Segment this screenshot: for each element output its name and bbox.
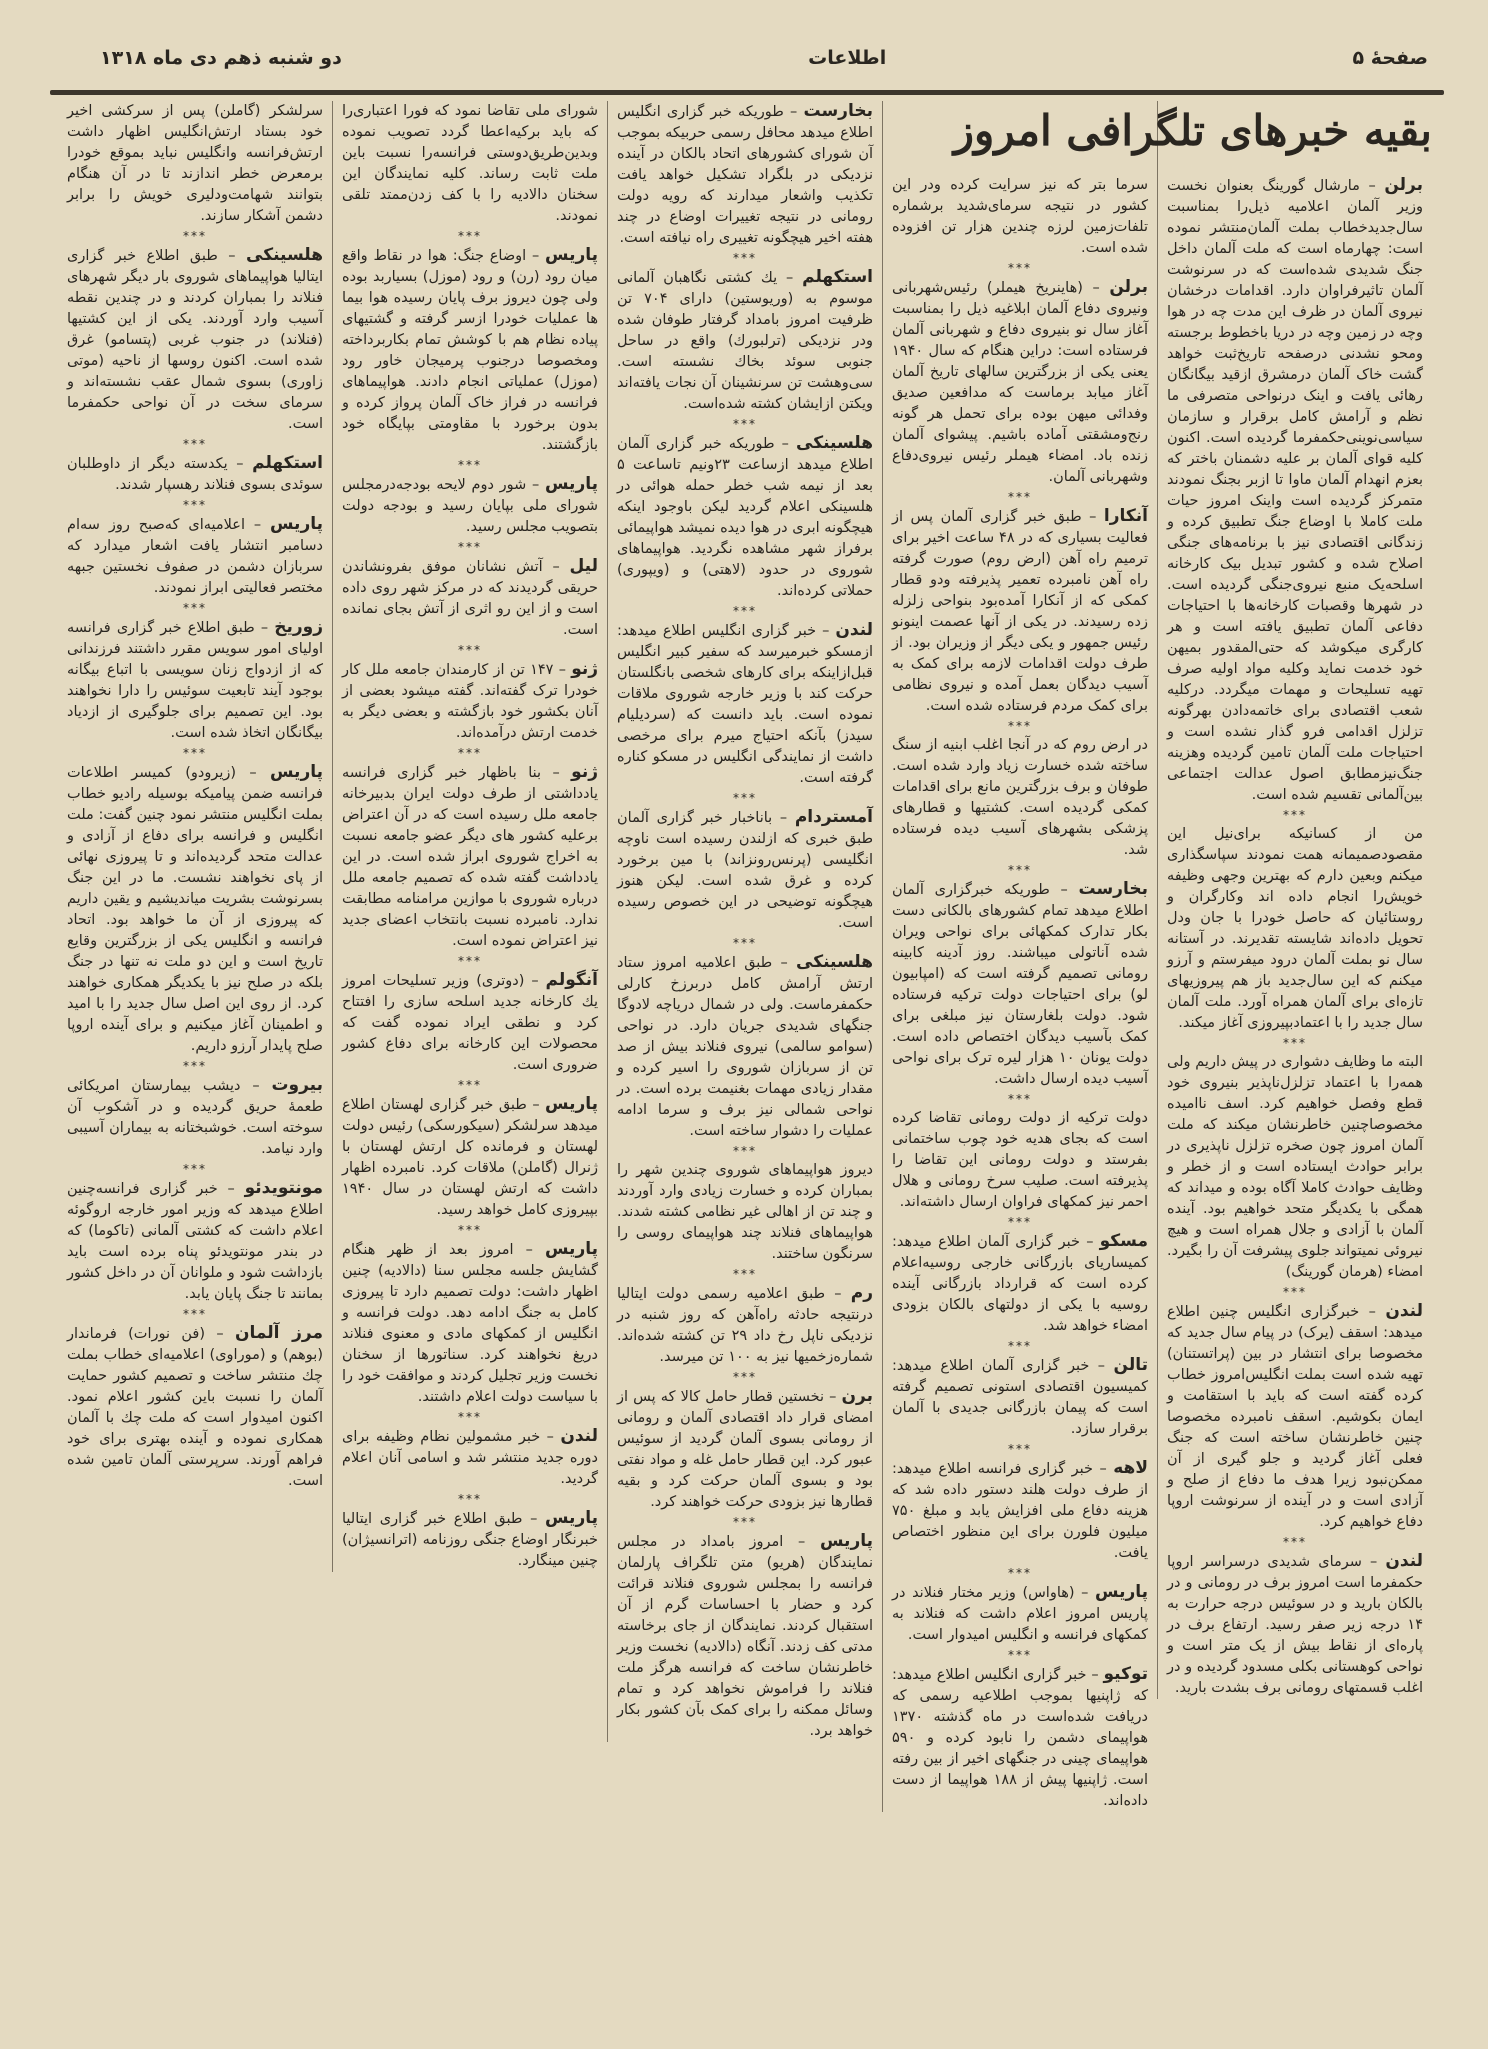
article-separator: *** bbox=[1008, 1648, 1032, 1662]
article-dateline: لندن bbox=[1385, 1301, 1423, 1321]
article-dateline: هلسینکی bbox=[246, 245, 324, 265]
article-dateline: لندن bbox=[560, 1426, 598, 1446]
article-body: ۱۴۷ تن از کارمندان جامعه ملل کار خودرا ترک گفته‌اند. گفته میشود بعضی از آنان بکشور خود بازگشته و بعضی دیگر به خدمت ارتش درآمده‌اند. bbox=[342, 662, 598, 741]
article-dateline: هلسینکی bbox=[796, 952, 873, 972]
page-header bbox=[100, 38, 1428, 78]
news-column bbox=[882, 101, 1157, 1812]
news-article: رم – طبق اعلامیه رسمی دولت ایتالیا درنتیجه حادثه راه‌آهن که روز شنبه در نزدیکی ناپل رخ داد ۲۹ تن کشته شده‌اند. شماره‌زخمیها نیز به ۱۰۰ تن میرسد. bbox=[617, 1283, 874, 1365]
news-article: برلن – مارشال گورینگ بعنوان نخست وزیر آلمان اعلامیه ذیل‌را بمناسبت سال‌جدیدخطاب بملت آلمان‌منتشر نموده است: چهارماه است که ملت آلمان داخل جنگ شدیدی شده‌است که در سرنوشت آلمان تاثیرفراوان دارد. اقدامات درخشان نیروی آلمان در ظرف این مدت چه در هوا وچه در زمین وچه در دریا باخطوط برجسته ومحو نشدنی درصفحه تاریخ‌ثبت خواهد گشت خاک آلمان درمشرق ازقید بیگانگان رهائی یافت و اینک درنواحی متصرفی ما نظم و آرامش کامل برقرار و سازمان سیاسی‌نوینی‌حکمفرما گردیده است. اکنون کلیه قوای آلمان بر علیه دشمنان باختر که بعزم انهدام آلمان ماوا تا ازبر بجنگ نمودند متمرکز گردیده است واینک امروز حیات ملت کاملا با اوضاع جنگ تطبیق کرده و زندگانی اقتصادی نیز با برنامه‌های جنگی اصلاح شده و کشور تبدیل بیک کارخانه اسلحه‌یک منبع نیروی‌جنگی گردیده است. در شهرها وقصبات کارخانه‌ها با احتیاجات دفاعی آلمان تطبیق یافته است و هر کارگری میکوشد که حتی‌المقدور بمیهن خود خدمت نماید وکلیه مواد اولیه صرف تهیه تسلیحات و مهمات میگردد. درکلیه شعب اقتصادی برای خاتمه‌دادن بهرگونه تزلزل اقدامی فرو گذار نشده است و احتیاجات ملت آلمان تامین گردیده وهزینه جنگ‌نیزمطابق اصول عدالت اجتماعی بین‌آلمانی تقسیم شده است. bbox=[1167, 175, 1423, 803]
article-separator: *** bbox=[733, 1144, 757, 1158]
article-separator: *** bbox=[458, 1492, 482, 1506]
article-body: طبق خبر گزاری لهستان اطلاع میدهد سرلشکر (سیکورسکی) رئیس دولت لهستان و فرمانده کل ارتش لهستان با ژنرال (گاملن) ملاقات کرد. نامبرده اظهار داشت که ارتش لهستان در سال ۱۹۴۰ بپیروزی کامل خواهد رسید. bbox=[342, 1097, 598, 1218]
article-body: باناخبار خبر گزاری آلمان طبق خبری که ازلندن رسیده است ناوچه انگلیسی (پرنس‌رونزاند) با مین برخورد کرده و غرق شده است. لیکن هنوز هیچگونه توضیحی در این خصوص رسیده است. bbox=[617, 810, 873, 931]
article-dateline: پاریس bbox=[1095, 1582, 1149, 1602]
article-dateline: پاریس bbox=[545, 1239, 598, 1259]
article-dateline: لندن bbox=[835, 620, 874, 640]
article-dateline: پاریس bbox=[545, 1508, 598, 1528]
article-separator: *** bbox=[1283, 808, 1307, 822]
news-article: پاریس – امروز بامداد در مجلس نمایندگان (هریو) متن تلگراف پارلمان فرانسه را بمجلس شوروی فنلاند قرائت کرد و حضار با احساسات گرم از آن استقبال کردند. نمایندگان از جای برخاسته مدتی کف زدند. آنگاه (دالادیه) نخست وزیر خاطرنشان ساخت که فرانسه هرگز ملت فنلاند را فراموش نخواهد کرد و تمام وسائل ممکنه را برای کمک بآن کشور بکار خواهد برد. bbox=[617, 1531, 873, 1739]
article-body: یکدسته دیگر از داوطلبان سوئدی بسوی فنلاند رهسپار شدند. bbox=[67, 456, 323, 493]
article-separator: *** bbox=[183, 601, 207, 615]
article-dateline: پاریس bbox=[545, 1094, 599, 1114]
section-title: بقیه خبرهای تلگرافی امروز bbox=[953, 106, 1432, 155]
article-separator: *** bbox=[733, 604, 757, 618]
article-dateline: ژنو bbox=[571, 659, 599, 679]
article-dateline: لندن bbox=[1385, 1551, 1424, 1571]
news-article: استکهلم – یك کشتی نگاهبان آلمانی موسوم به (وریوستین) دارای ۷۰۴ تن ظرفیت امروز بامداد گرفتار طوفان شده ودر نزدیکی (ترلبورك) واقع در ساحل جنوبی سوئد بخاك نشسته است. سی‌وهشت تن سرنشینان آن نجات یافته‌اند ویکتن ازایشان کشته شده‌است. bbox=[617, 267, 873, 412]
news-article: پاریس – اعلامیه‌ای که‌صبح روز سه‌ام دسامبر انتشار یافت اشعار میدارد که سربازان دشمن در صفوف نخستین جبهه مختصر فعالیتی ابراز نمودند. bbox=[67, 514, 323, 596]
article-body: خبر گزاری آلمان اطلاع میدهد: کمیسیون اقتصادی استونی تصمیم گرفته است که پیمان بازرگانی جدیدی با آلمان برقرار سازد. bbox=[892, 1358, 1148, 1437]
article-body: خبرگزاری انگلیس چنین اطلاع میدهد: اسقف (یرک) در پیام سال جدید که مخصوصا برای انتشار در بین (پراتستنان) تهیه شده است بملت انگلیس‌امروز خطاب کرده گفته است که باید با استقامت و ایمان بکوشیم. اسقف نامبرده مخصوصا چنین خاطرنشان ساخته است که جنگ فعلی آغاز گردید و جلو گیری از آن ممکن‌نبود زیرا هدف ما دفاع از صلح و آزادی است و در آینده از سرنوشت اروپا دفاع خواهیم کرد. bbox=[1167, 1304, 1423, 1530]
page-number: صفحهٔ ۵ bbox=[1352, 47, 1428, 69]
article-body: بنا باظهار خبر گزاری فرانسه یادداشتی از طرف دولت ایران بدبیرخانه جامعه ملل رسیده است که در آن اعتراض برعلیه کشور های دیگر عضو جامعه نسبت به اخراج شوروی ابراز شده است. در این یادداشت گفته شده که تصمیم جامعه ملل درباره شوروی با موازین مرامنامه مطابقت ندارد. نامبرده نسبت بانتخاب اعضای جدید نیز اعتراض نموده است. bbox=[342, 765, 598, 949]
article-body: آتش نشانان موفق بفرونشاندن حریقی گردیدند که در مرکز شهر روی داده است و از این رو اثری از آتش بجای نمانده است. bbox=[342, 559, 598, 638]
issue-date: دو شنبه ذهم دی ماه ۱۳۱۸ bbox=[100, 47, 342, 69]
news-article bbox=[892, 175, 1148, 259]
news-article: تالن – خبر گزاری آلمان اطلاع میدهد: کمیسیون اقتصادی استونی تصمیم گرفته است که پیمان بازرگانی جدیدی با آلمان برقرار سازد. bbox=[892, 1355, 1148, 1437]
article-body: طبق اطلاع خبر گزاری فرانسه اولیای امور سویس مقرر داشتند فرزندانی که از ازدواج زنان سویسی با اتباع بیگانه بوجود آیند تابعیت سوئیس را دارا نخواهند بود. این تصمیم برای جلوگیری از ازدیاد بیگانگان اتخاذ شده است. bbox=[67, 620, 323, 741]
article-separator: *** bbox=[183, 437, 207, 451]
article-separator: *** bbox=[733, 1267, 757, 1281]
article-separator: *** bbox=[458, 540, 482, 554]
article-separator: *** bbox=[733, 791, 757, 805]
news-article: استکهلم – یکدسته دیگر از داوطلبان سوئدی بسوی فنلاند رهسپار شدند. bbox=[67, 453, 323, 493]
article-body: طوریکه خبر گزاری انگلیس اطلاع میدهد محافل رسمی حربیکه بموجب آن شورای کشورهای اتحاد بالکان در آینده نزدیکی در بلگراد تشکیل خواهد یافت تکذیب واشعار میدارند که رویه دولت رومانی در نتیجه تغییرات اوضاع در چند هفته اخیر هیچگونه تغییری راه نیافته است. bbox=[617, 104, 873, 246]
news-article: آنگولم – (دوتری) وزیر تسلیحات امروز یك کارخانه جدید اسلحه سازی را افتتاح کرد و نطقی ایراد نموده گفت که محصولات این کارخانه برای دفاع کشور ضروری است. bbox=[342, 970, 598, 1073]
article-dateline: بخارست bbox=[1078, 879, 1148, 899]
news-article: لندن – سرمای شدیدی درسراسر اروپا حکمفرما است امروز برف در رومانی و در بالکان بارید و در سوئیس درجه حرارت به ۱۴ درجه زیر صفر رسید. ارتفاع برف در پاره‌ای از نقاط بیش از یک متر است و نواحی کوهستانی بکلی مسدود گردیده و در اغلب قسمتهای رومانی برف بشدت بارید. bbox=[1167, 1551, 1424, 1696]
news-column bbox=[607, 101, 882, 1742]
news-article: بیروت – دیشب بیمارستان امریکائی طعمهٔ حریق گردیده و در آشکوب آن سوخته است. خوشبختانه به بیماران آسیبی وارد نیامد. bbox=[67, 1075, 323, 1157]
news-article: زوریخ – طبق اطلاع خبر گزاری فرانسه اولیای امور سویس مقرر داشتند فرزندانی که از ازدواج زنان سویسی با اتباع بیگانه بوجود آیند تابعیت سوئیس را دارا نخواهند بود. این تصمیم برای جلوگیری از ازدیاد بیگانگان اتخاذ شده است. bbox=[67, 617, 323, 741]
article-dateline: تالن bbox=[1113, 1355, 1148, 1375]
article-dateline: توکیو bbox=[1103, 1664, 1149, 1684]
news-article: لندن – خبر مشمولین نظام وظیفه برای دوره جدید منتشر شد و اسامی آنان اعلام گردید. bbox=[342, 1426, 598, 1487]
news-article: پاریس – امروز بعد از ظهر هنگام گشایش جلسه مجلس سنا (دالادیه) چنین اظهار داشت: دولت تصمیم دارد تا پیروزی کامل به جنگ ادامه دهد. دولت فرانسه و انگلیس از کمکهای مادی و معنوی فنلاند دریغ نخواهند کرد. سناتورها از سخنان نخست وزیر تجلیل کردند و موافقت خود را با سیاست دولت اعلام داشتند. bbox=[342, 1239, 598, 1405]
news-article bbox=[892, 1108, 1148, 1213]
article-dateline: پاریس bbox=[270, 762, 323, 782]
article-body: امروز بامداد در مجلس نمایندگان (هریو) متن تلگراف پارلمان فرانسه را بمجلس شوروی فنلاند قرائت کرد و حضار با احساسات گرم از آن استقبال کردند. نمایندگان از جای برخاسته مدتی کف زدند. آنگاه (دالادیه) نخست وزیر خاطرنشان ساخت که فرانسه هرگز ملت فنلاند را فراموش نخواهد کرد و تمام وسائل ممکنه را برای کمک بآن کشور بکار خواهد برد. bbox=[617, 1534, 873, 1739]
article-body: سرما بتر که نیز سرایت کرده ودر این کشور در نتیجه سرمای‌شدید برشماره تلفات‌زمین لرزه چندین هزار تن افزوده شده است. bbox=[892, 177, 1148, 256]
news-article bbox=[617, 1160, 873, 1265]
newspaper-name: اطلاعات bbox=[808, 47, 887, 69]
article-body: طبق خبر گزاری آلمان پس از فعالیت بسیاری که در ۴۸ ساعت اخیر برای ترمیم راه آهن (ارض روم) صورت گرفته راه آهن نامبرده تعمیر پذیرفته ودو قطار کمکی که از آنکارا آمده‌بود بنواحی زلزله زده رسیدند. در یکی از آنها عصمت اینونو رئیس جمهور و یکی دیگر از وزیران بود. از طرف دولت اقدامات لازمه برای کمک به آسیب دیدگان بعمل آمده و نیروی نظامی برای کمک مردم فرستاده شده است. bbox=[892, 509, 1148, 714]
news-columns bbox=[58, 101, 1432, 1812]
news-article: مونتویدئو – خبر گزاری فرانسه‌چنین اطلاع میدهد که وزیر امور خارجه اروگوئه اعلام داشت که کشتی آلمانی (تاکوما) که در بندر مونتویدئو پناه برده است باید بازداشت شود و ملوانان آن در داخل کشور بمانند تا جنگ پایان یابد. bbox=[67, 1178, 323, 1302]
article-separator: *** bbox=[458, 746, 482, 760]
news-article: آمستردام – باناخبار خبر گزاری آلمان طبق خبری که ازلندن رسیده است ناوچه انگلیسی (پرنس‌رونزاند) با مین برخورد کرده و غرق شده است. لیکن هنوز هیچگونه توضیحی در این خصوص رسیده است. bbox=[617, 807, 874, 931]
article-dateline: هلسینکی bbox=[796, 433, 873, 453]
article-body: اعلامیه‌ای که‌صبح روز سه‌ام دسامبر انتشار یافت اشعار میدارد که سربازان دشمن در صفوف نخستین جبهه مختصر فعالیتی ابراز نمودند. bbox=[67, 517, 323, 596]
article-separator: *** bbox=[458, 458, 482, 472]
article-body: در ارض روم که در آنجا اغلب ابنیه از سنگ ساخته شده خسارت زیاد وارد شده است. طوفان و برف بزرگترین مانع برای اقدامات کمکی گردیده است. کشتیها و قطارهای پزشکی بشهرهای آسیب دیده فرستاده شد. bbox=[892, 737, 1148, 858]
article-separator: *** bbox=[1008, 863, 1032, 877]
article-body: سرمای شدیدی درسراسر اروپا حکمفرما است امروز برف در رومانی و در بالکان بارید و در سوئیس درجه حرارت به ۱۴ درجه زیر صفر رسید. ارتفاع برف در پاره‌ای از نقاط بیش از یک متر است و نواحی کوهستانی بکلی مسدود گردیده و در اغلب قسمتهای رومانی برف بشدت بارید. bbox=[1167, 1554, 1423, 1696]
news-article: ژنو – ۱۴۷ تن از کارمندان جامعه ملل کار خودرا ترک گفته‌اند. گفته میشود بعضی از آنان بکشور خود بازگشته و بعضی دیگر به خدمت ارتش درآمده‌اند. bbox=[342, 659, 599, 741]
article-separator: *** bbox=[1008, 1442, 1032, 1456]
article-dateline: لاهه bbox=[1113, 1458, 1148, 1478]
article-dateline: بیروت bbox=[271, 1075, 323, 1095]
article-body: خبر گزاری فرانسه‌چنین اطلاع میدهد که وزیر امور خارجه اروگوئه اعلام داشت که کشتی آلمانی (تاکوما) که در بندر مونتویدئو پناه برده است باید بازداشت شود و ملوانان آن در داخل کشور بمانند تا جنگ پایان یابد. bbox=[67, 1181, 323, 1302]
article-separator: *** bbox=[733, 936, 757, 950]
article-body: (فن نورات) فرماندار (بوهم) و (موراوی) اعلامیه‌ای خطاب بملت چك منتشر ساخت و تصمیم کشور حمایت آلمان را نسبت باین کشور اعلام نمود. اکنون امیدوار است که ملت چك با آلمان همکاری نموده و آینده بهتری برای خود فراهم آورند. سرپرستی آلمان تامین شده است. bbox=[67, 1326, 323, 1489]
article-separator: *** bbox=[733, 417, 757, 431]
news-article: پاریس – (هاواس) وزیر مختار فنلاند در پاریس امروز اعلام داشت که فنلاند به کمکهای فرانسه و انگلیس امیدوار است. bbox=[892, 1582, 1149, 1643]
article-separator: *** bbox=[183, 1307, 207, 1321]
article-body: طبق اعلامیه امروز ستاد ارتش آرامش کامل دربرزخ کارلی حکمفرماست. ولی در شمال دریاچه لادوگا جنگهای شدیدی جریان دارد. در نواحی (سوامو سالمی) نیروی فنلاند بیش از صد تن از سربازان شوروی را اسیر کرده و مقدار زیادی مهمات بغنیمت برده است. در نواحی شمالی نیز برف و سرما ادامه عملیات را دشوار ساخته است. bbox=[617, 955, 873, 1139]
article-dateline: برلن bbox=[1384, 175, 1423, 195]
article-separator: *** bbox=[1008, 1092, 1032, 1106]
article-separator: *** bbox=[458, 954, 482, 968]
news-article: برلن – (هاینریخ هیملر) رئیس‌شهربانی ونیروی دفاع آلمان ابلاغیه ذیل را بمناسبت آغاز سال نو بنیروی دفاع و شهربانی آلمان فرستاده است: دراین هنگام که سال ۱۹۴۰ یعنی یکی از بزرگترین سالهای تاریخ آلمان آغاز میابد برماست که مدافعین صدیق وفدائی میهن بوده برای تحمل هر گونه رنج‌ومشقتی آماده باشیم. پیشوای آلمان زنده باد. امضاء هیملر رئیس نیروی‌دفاع وشهربانی آلمان. bbox=[892, 277, 1148, 485]
news-article: بخارست – طوریکه خبرگزاری آلمان اطلاع میدهد تمام کشورهای بالکانی دست بکار تدارک کمکهائی برای نواحی ویران شده آناتولی میباشند. روز آدینه کابینه رومانی تصمیم گرفته است که (امپابیون لو) برای‌ احتیاجات دولت ترکیه فرستاده شود. دولت بلغارستان نیز مبلغی برای کمک بآسیب دیدگان اختصاص داده است. دولت یونان ۱۰ هزار لیره ترک برای نواحی آسیب دیده ارسال داشت. bbox=[892, 879, 1148, 1087]
article-body: (هاواس) وزیر مختار فنلاند در پاریس امروز اعلام داشت که فنلاند به کمکهای فرانسه و انگلیس امیدوار است. bbox=[892, 1585, 1148, 1643]
article-body: (دوتری) وزیر تسلیحات امروز یك کارخانه جدید اسلحه سازی را افتتاح کرد و نطقی ایراد نموده گفت که محصولات این کارخانه برای دفاع کشور ضروری است. bbox=[342, 973, 598, 1073]
article-body: طوریکه خبرگزاری آلمان اطلاع میدهد تمام کشورهای بالکانی دست بکار تدارک کمکهائی برای نواحی ویران شده آناتولی میباشند. روز آدینه کابینه رومانی تصمیم گرفته است که (امپابیون لو) برای‌ احتیاجات دولت ترکیه فرستاده شود. دولت بلغارستان نیز مبلغی برای کمک بآسیب دیدگان اختصاص داده است. دولت یونان ۱۰ هزار لیره ترک برای نواحی آسیب دیده ارسال داشت. bbox=[892, 882, 1148, 1087]
news-article: پاریس – طبق خبر گزاری لهستان اطلاع میدهد سرلشکر (سیکورسکی) رئیس دولت لهستان و فرمانده کل ارتش لهستان با ژنرال (گاملن) ملاقات کرد. نامبرده اظهار داشت که ارتش لهستان در سال ۱۹۴۰ بپیروزی کامل خواهد رسید. bbox=[342, 1094, 599, 1218]
news-article bbox=[1167, 1052, 1423, 1283]
news-article bbox=[67, 101, 323, 227]
article-dateline: لیل bbox=[569, 556, 598, 576]
article-body: طوریکه خبر گزاری آلمان اطلاع میدهد ازساعت ۲۳ونیم تاساعت ۵ بعد از نیمه شب خطر حمله هوائی در هلسینکی اعلام گردید لیکن باوجود اینکه هیچگونه ابری در هوا دیده نمیشد هواپیمائی برفراز شهر مشاهده نگردید. هواپیماهای شوروی در حدود (لاهتی) و (ویپوری) حملاتی کرده‌اند. bbox=[617, 436, 873, 599]
news-article: هلسینکی – طبق اعلامیه امروز ستاد ارتش آرامش کامل دربرزخ کارلی حکمفرماست. ولی در شمال دریاچه لادوگا جنگهای شدیدی جریان دارد. در نواحی (سوامو سالمی) نیروی فنلاند بیش از صد تن از سربازان شوروی را اسیر کرده و مقدار زیادی مهمات بغنیمت برده است. در نواحی شمالی نیز برف و سرما ادامه عملیات را دشوار ساخته است. bbox=[617, 952, 873, 1139]
article-body: مارشال گورینگ بعنوان نخست وزیر آلمان اعلامیه ذیل‌را بمناسبت سال‌جدیدخطاب بملت آلمان‌منتشر نموده است: چهارماه است که ملت آلمان داخل جنگ شدیدی شده‌است که در سرنوشت آلمان تاثیرفراوان دارد. اقدامات درخشان نیروی آلمان در ظرف این مدت چه در هوا وچه در زمین وچه در دریا باخطوط برجسته ومحو نشدنی درصفحه تاریخ‌ثبت خواهد گشت خاک آلمان درمشرق ازقید بیگانگان رهائی یافت و اینک درنواحی متصرفی ما نظم و آرامش کامل برقرار و سازمان سیاسی‌نوینی‌حکمفرما گردیده است. اکنون کلیه قوای آلمان بر علیه دشمنان باختر که بعزم انهدام آلمان ماوا تا ازبر بجنگ نمودند متمرکز گردیده است واینک امروز حیات ملت کاملا با اوضاع جنگ تطبیق کرده و زندگانی اقتصادی نیز با برنامه‌های جنگی اصلاح شده و کشور تبدیل بیک کارخانه اسلحه‌یک منبع نیروی‌جنگی گردیده است. در شهرها وقصبات کارخانه‌ها با احتیاجات دفاعی آلمان تطبیق یافته است و هر کارگری میکوشد که حتی‌المقدور بمیهن خود خدمت نماید وکلیه مواد اولیه صرف تهیه تسلیحات و مهمات میگردد. درکلیه شعب اقتصادی برای خاتمه‌دادن بهرگونه تزلزل اقدامی فرو گذار نشده است و احتیاجات ملت آلمان تامین گردیده وهزینه جنگ‌نیزمطابق اصول عدالت اجتماعی بین‌آلمانی تقسیم شده است. bbox=[1167, 178, 1423, 803]
article-body: البته ما وظایف دشواری در پیش داریم ولی همه‌را با اعتماد تزلزل‌ناپذیر بنیروی خود قطع وفصل خواهیم کرد. اسف ناامیده مخصوصاچنین خاطرنشان میکند که ملت آلمان امروز چون صخره تزلزل ناپذیری در برابر حوادث ایستاده است و از خطر و وظایف حوادث کاملا آگاه بوده و میداند که همگی با یکدیگر متحد خواهیم بود. آینده آلمان با آزادی و جلال همراه است و هیچ نیروئی نمیتواند جلوی پیشرفت آن را بگیرد. امضاء (هرمان گورینگ) bbox=[1167, 1054, 1423, 1280]
article-body: من از کسانیکه برای‌نیل این مقصودصمیمانه همت نمودند سپاسگذاری میکنم وبعین دارم که بهترین وجهی وظیفه خویش‌را انجام داده اند وکارگران و روستائیان که حاصل خودرا با جان ودل تحویل داده‌اند شایسته تقدیرند. در آستانه سال نو بملت آلمان درود میفرستم و آرزو میکنم که این سال‌جدید باز هم پیروزیهای تازه‌ای برای آلمان همراه آورد. ملت آلمان سال جدید را با اعتمادبپیروزی آغاز میکند. bbox=[1167, 826, 1423, 1031]
article-dateline: پاریس bbox=[545, 474, 598, 494]
article-dateline: مسکو bbox=[1099, 1231, 1148, 1251]
news-article: پاریس – اوضاع جنگ: هوا در نقاط واقع میان رود (رن) و رود (موزل) بسیاربد بوده ولی چون دیروز برف پایان رسیده هوا بیما ها عملیات خودرا ازسر گرفته و گشتیهای پیاده نظام هم با کوشش تمام بکاربرداخته ومخصوصا درجنوب پرمیجان خاور رود (موزل) عملیاتی انجام دادند. هواپیماهای فرانسه در فراز خاک آلمان پرواز کرده و بدون برخورد با مقاومتی بپایگاه خود بازگشتند. bbox=[342, 245, 599, 453]
news-article: بخارست – طوریکه خبر گزاری انگلیس اطلاع میدهد محافل رسمی حربیکه بموجب آن شورای کشورهای اتحاد بالکان در آینده نزدیکی در بلگراد تشکیل خواهد یافت تکذیب واشعار میدارند که رویه دولت رومانی در نتیجه تغییرات اوضاع در چند هفته اخیر هیچگونه تغییری راه نیافته است. bbox=[617, 101, 873, 246]
news-article bbox=[342, 101, 598, 227]
news-article: آنکارا – طبق خبر گزاری آلمان پس از فعالیت بسیاری که در ۴۸ ساعت اخیر برای ترمیم راه آهن (ارض روم) صورت گرفته راه آهن نامبرده تعمیر پذیرفته ودو قطار کمکی که از آنکارا آمده‌بود بنواحی زلزله زده رسیدند. در یکی از آنها عصمت اینونو رئیس جمهور و یکی دیگر از وزیران بود. از طرف دولت اقدامات لازمه برای کمک به آسیب دیدگان بعمل آمده و نیروی نظامی برای کمک مردم فرستاده شده است. bbox=[892, 506, 1148, 714]
news-article: لاهه – خبر گزاری فرانسه اطلاع میدهد: از طرف دولت هلند دستور داده شد که هزینه دفاع ملی افزایش یابد و مبلغ ۷۵۰ میلیون فلورن برای این منظور اختصاص یافت. bbox=[892, 1458, 1148, 1561]
article-separator: *** bbox=[458, 229, 482, 243]
article-separator: *** bbox=[1283, 1285, 1307, 1299]
article-body: دیشب بیمارستان امریکائی طعمهٔ حریق گردیده و در آشکوب آن سوخته است. خوشبختانه به بیماران آسیبی وارد نیامد. bbox=[67, 1078, 323, 1157]
article-body: دیروز هواپیماهای شوروی چندین شهر را بمباران کرده و خسارت زیادی وارد آوردند و چند تن از اهالی غیر نظامی کشته شدند. هواپیماهای فنلاند چند هواپیمای روسی را سرنگون ساختند. bbox=[617, 1162, 873, 1262]
article-separator: *** bbox=[1008, 1215, 1032, 1229]
article-body: (هاینریخ هیملر) رئیس‌شهربانی ونیروی دفاع آلمان ابلاغیه ذیل را بمناسبت آغاز سال نو بنیروی دفاع و شهربانی آلمان فرستاده است: دراین هنگام که سال ۱۹۴۰ یعنی یکی از بزرگترین سالهای تاریخ آلمان آغاز میابد برماست که مدافعین صدیق وفدائی میهن بوده برای تحمل هر گونه رنج‌ومشقتی آماده باشیم. پیشوای آلمان زنده باد. امضاء هیملر رئیس نیروی‌دفاع وشهربانی آلمان. bbox=[892, 280, 1148, 485]
article-dateline: آنگولم bbox=[545, 970, 598, 990]
article-body: دولت ترکیه از دولت رومانی تقاضا کرده است که بجای هدیه خود چوب ساختمانی بفرستد و دولت رومانی این تقاضا را پذیرفته است. صلیب سرخ رومانی و هلال احمر نیز کمکهای فراوان ارسال داشته‌اند. bbox=[892, 1110, 1148, 1210]
article-body: شورای ملی تقاضا نمود که فورا اعتباری‌را که باید برکیه‌اعطا گردد تصویب نموده وبدین‌طریق‌دوستی فرانسه‌را نسبت باین ملت ثابت رساند. کلیه نمایندگان این سخنان دالادیه را با کف زدن‌ممتد تلقی نمودند. bbox=[342, 103, 598, 224]
article-separator: *** bbox=[1008, 1566, 1032, 1580]
article-separator: *** bbox=[1283, 1036, 1307, 1050]
article-dateline: آمستردام bbox=[794, 807, 874, 827]
news-article: برن – نخستین قطار حامل کالا که پس از امضای قرار داد اقتصادی آلمان و رومانی از رومانی بسوی آلمان گردید از سوئیس عبور کرد. این قطار حامل غله و مواد نفتی بود و بسوی آلمان حرکت کرد و بقیه قطارها نیز بزودی حرکت خواهند کرد. bbox=[617, 1386, 873, 1510]
article-body: خبر گزاری انگلیس اطلاع میدهد: ازمسکو خبرمیرسد که سفیر کبیر انگلیس قبل‌ازاینکه برای کارهای شخصی بانگلستان حرکت کند با وزیر خارجه شوروی ملاقات نموده است. باید دانست که (سردیلیام سیدز) بآنکه احتیاج میرم برای مرخصی داشت از نمایندگی انگلیس در مسکو کناره گرفته است. bbox=[617, 623, 873, 786]
article-dateline: مونتویدئو bbox=[244, 1178, 323, 1198]
article-separator: *** bbox=[1008, 719, 1032, 733]
article-body: طبق اطلاع خبر گزاری ایتالیا هواپیماهای شوروی بار دیگر شهرهای فنلاند را بمباران کردند و در چندین نقطه آسیب وارد آوردند. یکی از این کشتیها (فنلاند) در جنوب غربی (پتسامو) غرق شده است. اکنون روسها از ناحیه (موتی زاوری) بسوی شمال عقب نشسته‌اند و سرمای سخت در آن نواحی حکمفرما است. bbox=[67, 248, 323, 432]
article-body: خبر گزاری فرانسه اطلاع میدهد: از طرف دولت هلند دستور داده شد که هزینه دفاع ملی افزایش یابد و مبلغ ۷۵۰ میلیون فلورن برای این منظور اختصاص یافت. bbox=[892, 1461, 1148, 1561]
news-article: لندن – خبرگزاری انگلیس چنین اطلاع میدهد: اسقف (یرک) در پیام سال جدید که مخصوصا برای انتشار در بین (پراتستنان) تهیه شده است بملت انگلیس‌امروز خطاب کرده گفته است که باید با استقامت و ایمان بکوشیم. اسقف نامبرده مخصوصا چنین خاطرنشان ساخته است که جنگ فعلی آغاز گردید و جلو گیری از آن ممکن‌نبود زیرا هدف ما دفاع از صلح و آزادی است و در آینده از سرنوشت اروپا دفاع خواهیم کرد. bbox=[1167, 1301, 1423, 1530]
article-separator: *** bbox=[183, 1059, 207, 1073]
news-article: مسکو – خبر گزاری آلمان اطلاع میدهد: کمیساریای بازرگانی خارجی روسیه‌اعلام کرده است که قرارداد بازرگانی آینده روسیه با یکی از دولتهای بالکان بزودی امضاء خواهد شد. bbox=[892, 1231, 1148, 1334]
news-article: پاریس – شور دوم لایحه بودجه‌درمجلس شورای ملی بپایان رسید و بودجه دولت بتصویب مجلس رسید. bbox=[342, 474, 598, 535]
article-dateline: آنکارا bbox=[1103, 506, 1148, 526]
header-rule bbox=[50, 90, 1444, 95]
article-separator: *** bbox=[183, 746, 207, 760]
article-body: اوضاع جنگ: هوا در نقاط واقع میان رود (رن) و رود (موزل) بسیاربد بوده ولی چون دیروز برف پایان رسیده هوا بیما ها عملیات خودرا ازسر گرفته و گشتیهای پیاده نظام هم با کوشش تمام بکاربرداخته ومخصوصا درجنوب پرمیجان خاور رود (موزل) عملیاتی انجام دادند. هواپیماهای فرانسه در فراز خاک آلمان پرواز کرده و بدون برخورد با مقاومتی بپایگاه خود بازگشتند. bbox=[342, 248, 598, 453]
news-article: توکیو – خبر گزاری انگلیس اطلاع میدهد: که ژاپنیها بموجب اطلاعیه رسمی که دریافت شده‌است در ماه گذشته ۱۳۷۰ هواپیمای دشمن را نابود کرده و ۵۹۰ هواپیمای چینی در جنگهای اخیر از بین رفته است. ژاپنیها پیش از ۱۸۸ هواپیما از دست داده‌اند. bbox=[892, 1664, 1149, 1809]
article-body: سرلشکر (گاملن) پس از سرکشی اخیر خود بستاد ارتش‌انگلیس اظهار داشت ارتش‌فرانسه وانگلیس نباید بموقع خودرا برمعرض خطر اندازند تا در آن هنگام بتوانند شهامت‌ودلیری خویش را برابر دشمن آشکار سازند. bbox=[67, 103, 323, 224]
article-body: خبر گزاری آلمان اطلاع میدهد: کمیساریای بازرگانی خارجی روسیه‌اعلام کرده است که قرارداد بازرگانی آینده روسیه با یکی از دولتهای بالکان بزودی امضاء خواهد شد. bbox=[892, 1234, 1148, 1334]
article-body: شور دوم لایحه بودجه‌درمجلس شورای ملی بپایان رسید و بودجه دولت بتصویب مجلس رسید. bbox=[342, 477, 598, 535]
article-body: طبق اعلامیه رسمی دولت ایتالیا درنتیجه حادثه راه‌آهن که روز شنبه در نزدیکی ناپل رخ داد ۲۹ تن کشته شده‌اند. شماره‌زخمیها نیز به ۱۰۰ تن میرسد. bbox=[617, 1286, 874, 1365]
article-dateline: پاریس bbox=[545, 245, 599, 265]
article-dateline: برن bbox=[841, 1386, 873, 1406]
news-article: هلسینکی – طوریکه خبر گزاری آلمان اطلاع میدهد ازساعت ۲۳ونیم تاساعت ۵ بعد از نیمه شب خطر حمله هوائی در هلسینکی اعلام گردید لیکن باوجود اینکه هیچگونه ابری در هوا دیده نمیشد هواپیمائی برفراز شهر مشاهده نگردید. هواپیماهای شوروی در حدود (لاهتی) و (ویپوری) حملاتی کرده‌اند. bbox=[617, 433, 873, 599]
news-article: لندن – خبر گزاری انگلیس اطلاع میدهد: ازمسکو خبرمیرسد که سفیر کبیر انگلیس قبل‌ازاینکه برای کارهای شخصی بانگلستان حرکت کند با وزیر خارجه شوروی ملاقات نموده است. باید دانست که (سردیلیام سیدز) بآنکه احتیاج میرم برای مرخصی داشت از نمایندگی انگلیس در مسکو کناره گرفته است. bbox=[617, 620, 874, 786]
news-article: پاریس – طبق اطلاع خبر گزاری ایتالیا خبرنگار اوضاع جنگی روزنامه (اترانسیژان) چنین مینگارد. bbox=[342, 1508, 598, 1569]
article-separator: *** bbox=[1008, 1339, 1032, 1353]
article-dateline: پاریس bbox=[820, 1531, 873, 1551]
article-body: نخستین قطار حامل کالا که پس از امضای قرار داد اقتصادی آلمان و رومانی از رومانی بسوی آلمان گردید از سوئیس عبور کرد. این قطار حامل غله و مواد نفتی بود و بسوی آلمان حرکت کرد و بقیه قطارها نیز بزودی حرکت خواهند کرد. bbox=[617, 1389, 873, 1510]
article-body: امروز بعد از ظهر هنگام گشایش جلسه مجلس سنا (دالادیه) چنین اظهار داشت: دولت تصمیم دارد تا پیروزی کامل به جنگ ادامه دهد. دولت فرانسه و انگلیس از کمکهای مادی و معنوی فنلاند دریغ نخواهند کرد. سناتورها از سخنان نخست وزیر تجلیل کردند و موافقت خود را با سیاست دولت اعلام داشتند. bbox=[342, 1242, 598, 1405]
article-dateline: مرز آلمان bbox=[234, 1323, 323, 1343]
article-separator: *** bbox=[458, 643, 482, 657]
news-column bbox=[1157, 101, 1432, 1699]
article-body: یك کشتی نگاهبان آلمانی موسوم به (وریوستین) دارای ۷۰۴ تن ظرفیت امروز بامداد گرفتار طوفان شده ودر نزدیکی (ترلبورك) واقع در ساحل جنوبی سوئد بخاك نشسته است. سی‌وهشت تن سرنشینان آن نجات یافته‌اند ویکتن ازایشان کشته شده‌است. bbox=[617, 270, 873, 412]
news-article bbox=[1167, 824, 1423, 1034]
article-separator: *** bbox=[733, 1370, 757, 1384]
article-separator: *** bbox=[458, 1223, 482, 1237]
article-dateline: پاریس bbox=[270, 514, 323, 534]
news-article: ژنو – بنا باظهار خبر گزاری فرانسه یادداشتی از طرف دولت ایران بدبیرخانه جامعه ملل رسیده است که در آن اعتراض برعلیه کشور های دیگر عضو جامعه نسبت به اخراج شوروی ابراز شده است. در این یادداشت گفته شده که تصمیم جامعه ملل درباره شوروی با موازین مرامنامه مطابقت ندارد. نامبرده نسبت بانتخاب اعضای جدید نیز اعتراض نموده است. bbox=[342, 762, 598, 949]
news-column bbox=[58, 101, 332, 1492]
news-article: مرز آلمان – (فن نورات) فرماندار (بوهم) و (موراوی) اعلامیه‌ای خطاب بملت چك منتشر ساخت و تصمیم کشور حمایت آلمان را نسبت باین کشور اعلام نمود. اکنون امیدوار است که ملت چك با آلمان همکاری نموده و آینده بهتری برای خود فراهم آورند. سرپرستی آلمان تامین شده است. bbox=[67, 1323, 323, 1489]
article-separator: *** bbox=[458, 1410, 482, 1424]
article-dateline: برلن bbox=[1109, 277, 1148, 297]
article-dateline: زوریخ bbox=[274, 617, 323, 637]
article-separator: *** bbox=[183, 1162, 207, 1176]
article-dateline: ژنو bbox=[571, 762, 598, 782]
article-dateline: بخارست bbox=[803, 101, 873, 121]
article-separator: *** bbox=[183, 229, 207, 243]
article-separator: *** bbox=[1283, 1535, 1307, 1549]
news-article: لیل – آتش نشانان موفق بفرونشاندن حریقی گردیدند که در مرکز شهر روی داده است و از این رو اثری از آتش بجای نمانده است. bbox=[342, 556, 598, 638]
article-body: خبر گزاری انگلیس اطلاع میدهد: که ژاپنیها بموجب اطلاعیه رسمی که دریافت شده‌است در ماه گذشته ۱۳۷۰ هواپیمای دشمن را نابود کرده و ۵۹۰ هواپیمای چینی در جنگهای اخیر از بین رفته است. ژاپنیها پیش از ۱۸۸ هواپیما از دست داده‌اند. bbox=[892, 1667, 1148, 1809]
article-separator: *** bbox=[733, 251, 757, 265]
news-article: پاریس – (زیرودو) کمیسر اطلاعات فرانسه ضمن پیامیکه بوسیله رادیو خطاب بملت انگلیس منتشر نمود چنین گفت: ملت انگلیس و فرانسه برای دفاع از آزادی و عدالت متحد گردیده‌اند و تا پیروزی نهائی از پای نخواهند نشست. ما در این جنگ بسرنوشت بشریت میاندیشیم و یقین داریم که پیروزی از آن ما خواهد بود. اتحاد فرانسه و انگلیس یکی از بزرگترین وقایع تاریخ است و این دو ملت نه تنها در جنگ بلکه در صلح نیز با یکدیگر همکاری خواهند کرد. از روی این اصل سال جدید را با امید و اطمینان آغاز میکنیم و برای آینده اروپا صلح پایدار آرزو داریم. bbox=[67, 762, 323, 1054]
article-body: (زیرودو) کمیسر اطلاعات فرانسه ضمن پیامیکه بوسیله رادیو خطاب بملت انگلیس منتشر نمود چنین گفت: ملت انگلیس و فرانسه برای دفاع از آزادی و عدالت متحد گردیده‌اند و تا پیروزی نهائی از پای نخواهند نشست. ما در این جنگ بسرنوشت بشریت میاندیشیم و یقین داریم که پیروزی از آن ما خواهد بود. اتحاد فرانسه و انگلیس یکی از بزرگترین وقایع تاریخ است و این دو ملت نه تنها در جنگ بلکه در صلح نیز با یکدیگر همکاری خواهند کرد. از روی این اصل سال جدید را با امید و اطمینان آغاز میکنیم و برای آینده اروپا صلح پایدار آرزو داریم. bbox=[67, 765, 323, 1054]
article-dateline: استکهلم bbox=[252, 453, 323, 473]
news-article: هلسینکی – طبق اطلاع خبر گزاری ایتالیا هواپیماهای شوروی بار دیگر شهرهای فنلاند را بمباران کردند و در چندین نقطه آسیب وارد آوردند. یکی از این کشتیها (فنلاند) در جنوب غربی (پتسامو) غرق شده است. اکنون روسها از ناحیه (موتی زاوری) بسوی شمال عقب نشسته‌اند و سرمای سخت در آن نواحی حکمفرما است. bbox=[67, 245, 324, 432]
article-body: طبق اطلاع خبر گزاری ایتالیا خبرنگار اوضاع جنگی روزنامه (اترانسیژان) چنین مینگارد. bbox=[342, 1511, 598, 1569]
article-separator: *** bbox=[1008, 261, 1032, 275]
news-article bbox=[892, 735, 1148, 861]
article-separator: *** bbox=[183, 498, 207, 512]
article-separator: *** bbox=[458, 1078, 482, 1092]
news-column bbox=[332, 101, 607, 1572]
article-separator: *** bbox=[1008, 490, 1032, 504]
article-dateline: استکهلم bbox=[802, 267, 873, 287]
article-separator: *** bbox=[733, 1515, 757, 1529]
article-dateline: رم bbox=[850, 1283, 874, 1303]
article-body: خبر مشمولین نظام وظیفه برای دوره جدید منتشر شد و اسامی آنان اعلام گردید. bbox=[342, 1429, 598, 1487]
